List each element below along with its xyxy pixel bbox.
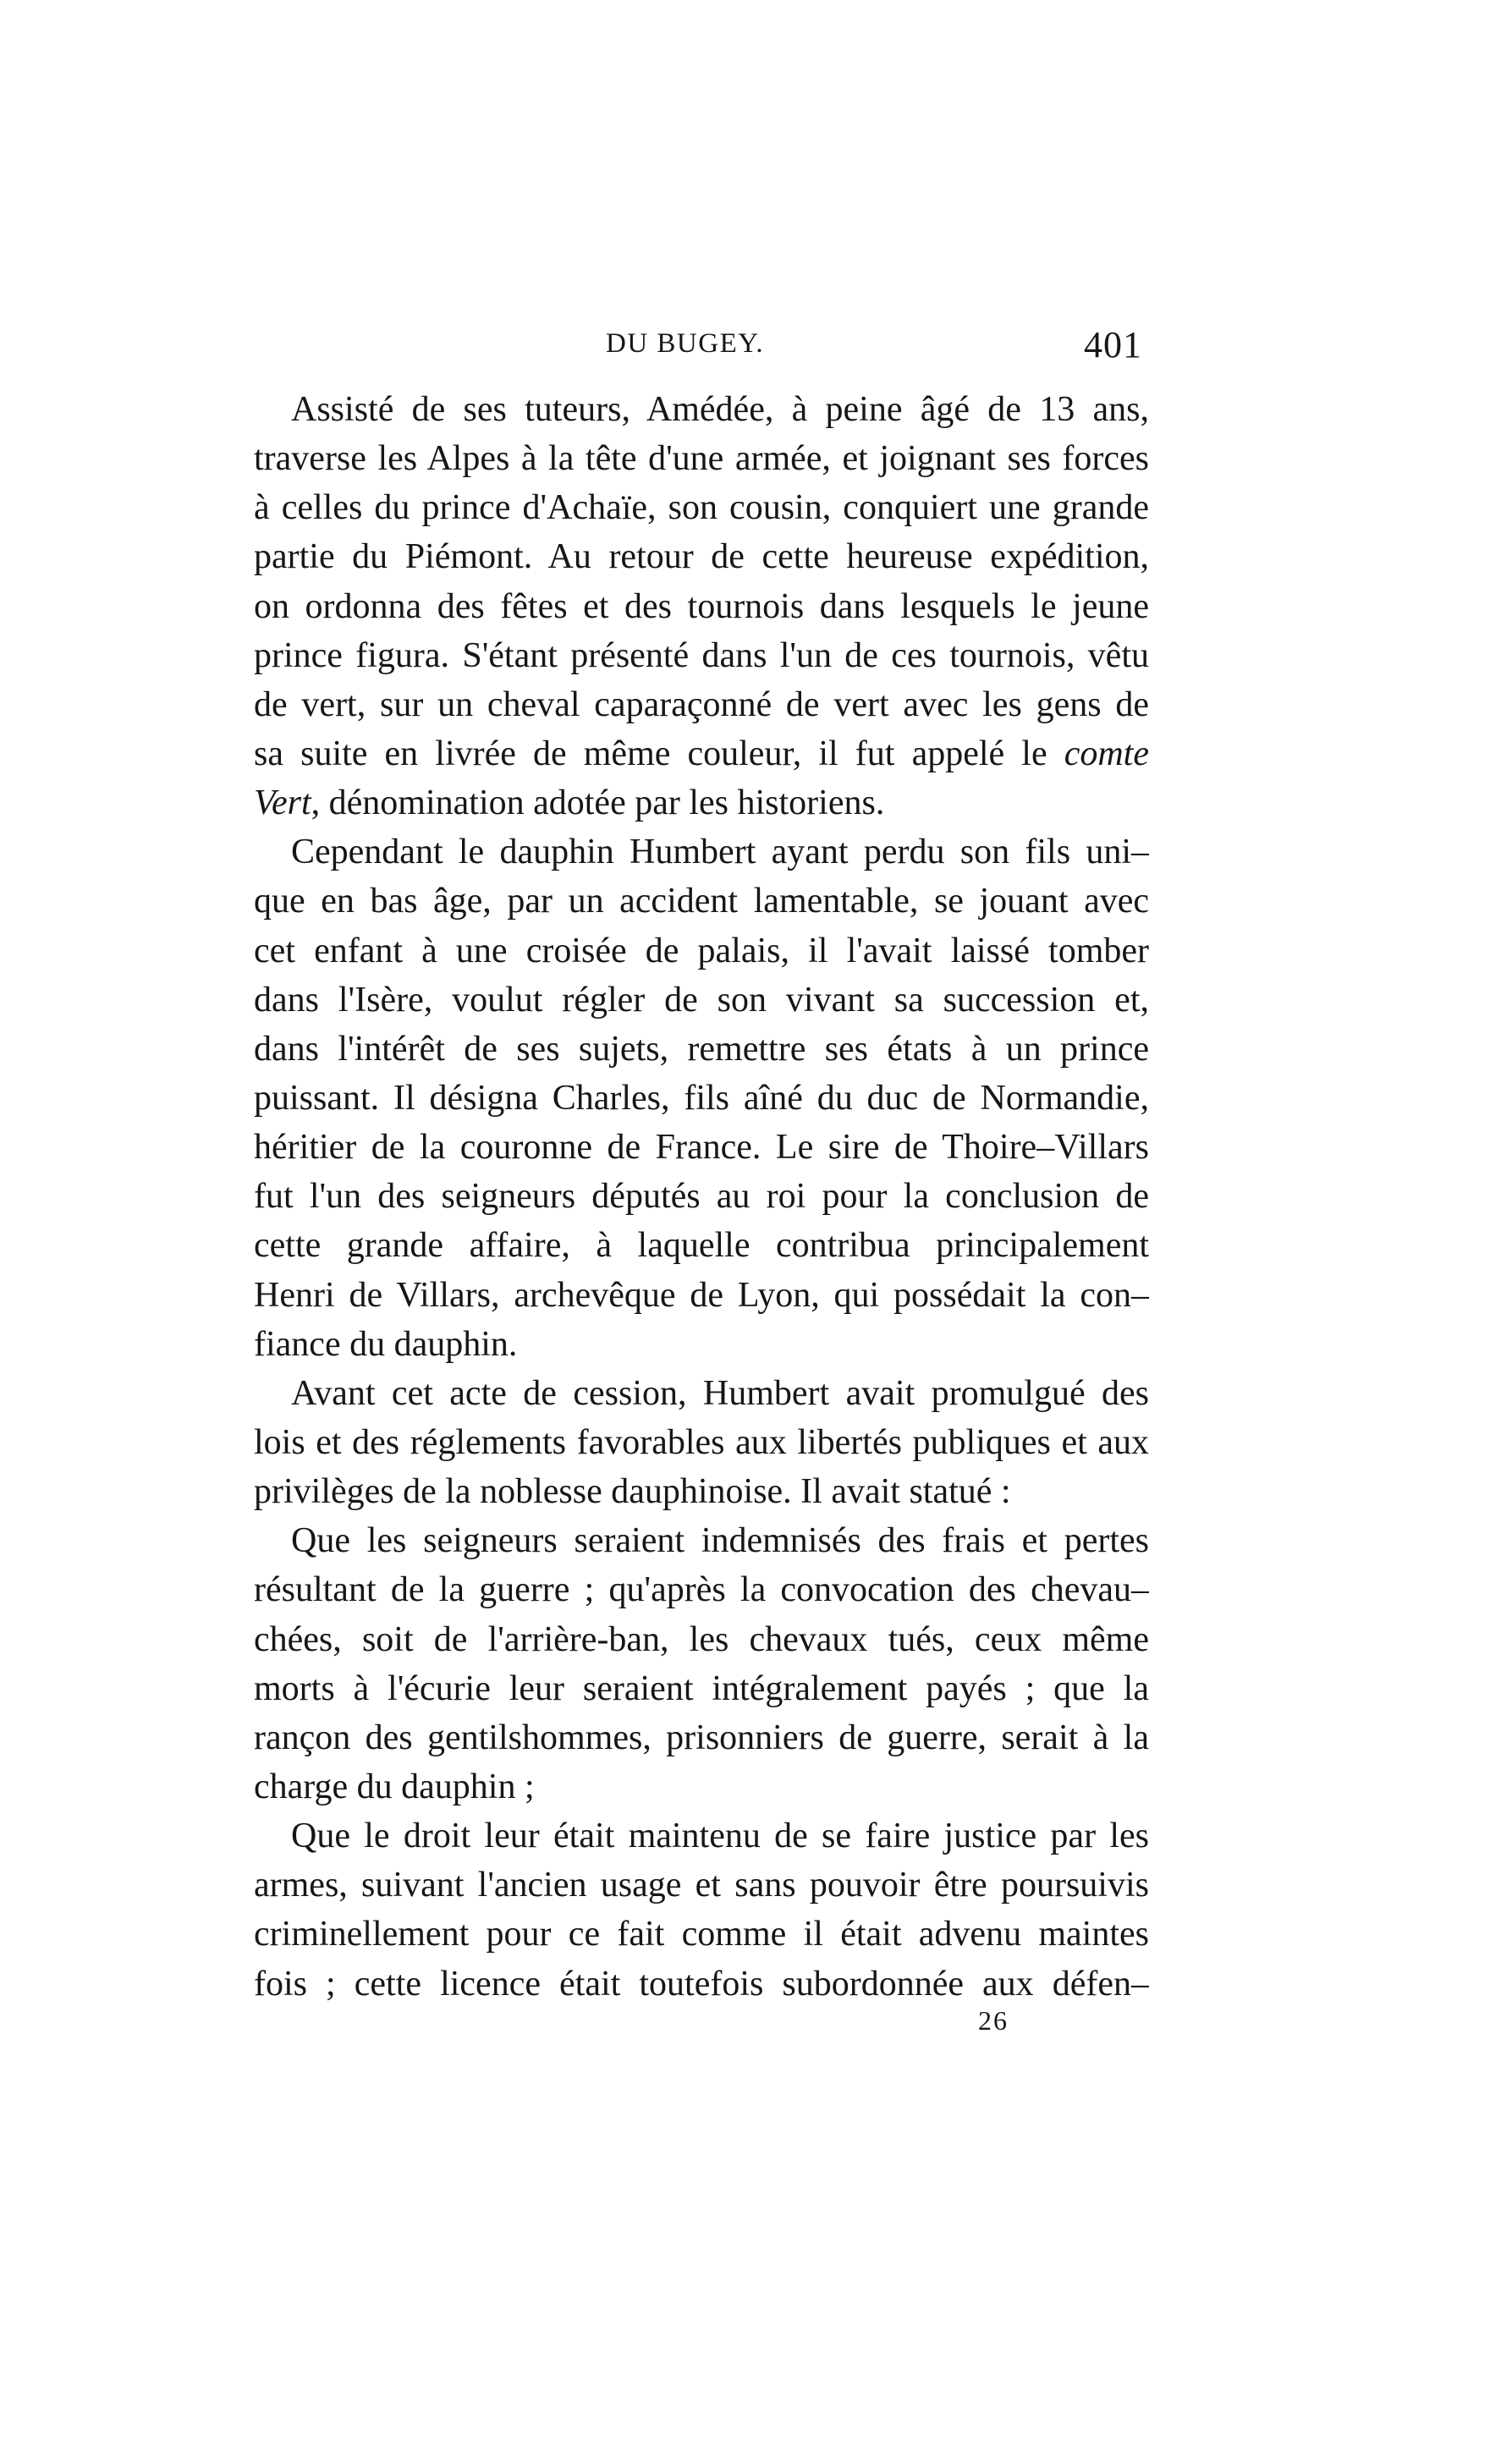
text-line: partie du Piémont. Au retour de cette heureuse expédition, <box>254 537 1149 577</box>
text-run: sa suite en livrée de même couleur, il fut appelé le <box>254 734 1064 773</box>
text-line: à celles du prince d'Achaïe, son cousin, conquiert une grande <box>254 488 1149 528</box>
text-line: chées, soit de l'arrière-ban, les chevaux tués, ceux même <box>254 1619 1149 1659</box>
text-line: Cependant le dauphin Humbert ayant perdu son fils uni– <box>291 833 1149 872</box>
text-line <box>254 778 1149 827</box>
paragraph <box>254 1811 1149 2009</box>
signature-mark: 26 <box>978 2005 1009 2036</box>
page-number: 401 <box>1084 324 1142 366</box>
text-run: , dénomination adotée par les historiens. <box>311 783 885 823</box>
text-line: Avant cet acte de cession, Humbert avait promulgué des <box>291 1373 1149 1413</box>
text-line: rançon des gentilshommes, prisonniers de guerre, serait à la <box>254 1718 1149 1757</box>
paragraph <box>254 827 1149 1369</box>
paragraph <box>254 385 1149 827</box>
text-line: dans l'intérêt de ses sujets, remettre ses états à un prince <box>254 1029 1149 1069</box>
text-line: morts à l'écurie leur seraient intégralement payés ; que la <box>254 1668 1149 1708</box>
text-line: dans l'Isère, voulut régler de son vivant sa succession et, <box>254 980 1149 1020</box>
text-line: puissant. Il désigna Charles, fils aîné du duc de Normandie, <box>254 1078 1149 1118</box>
text-line: de vert, sur un cheval caparaçonné de vert avec les gens de <box>254 684 1149 724</box>
text-line: prince figura. S'étant présenté dans l'un de ces tournois, vêtu <box>254 635 1149 675</box>
text-line: lois et des réglements favorables aux libertés publiques et aux <box>254 1422 1149 1462</box>
text-line: Assisté de ses tuteurs, Amédée, à peine âgé de 13 ans, <box>291 390 1149 429</box>
text-line: armes, suivant l'ancien usage et sans pouvoir être poursuivis <box>254 1866 1149 1905</box>
text-line: traverse les Alpes à la tête d'une armée, et joignant ses forces <box>254 439 1149 479</box>
text-line: charge du dauphin ; <box>254 1767 535 1806</box>
text-line: fois ; cette licence était toutefois subordonnée aux défen– <box>254 1964 1149 2004</box>
paragraph <box>254 1516 1149 1811</box>
text-line: privilèges de la noblesse dauphinoise. Il avait statué : <box>254 1472 1011 1512</box>
running-head: DU BUGEY. <box>606 328 765 359</box>
text-line <box>254 729 1149 778</box>
text-line: résultant de la guerre ; qu'après la convocation des chevau– <box>254 1570 1149 1610</box>
text-line: Henri de Villars, archevêque de Lyon, qui possédait la con– <box>254 1275 1149 1315</box>
text-line: criminellement pour ce fait comme il était advenu maintes <box>254 1915 1149 1954</box>
italic-term: Vert <box>254 783 311 823</box>
text-line: Que le droit leur était maintenu de se faire justice par les <box>291 1817 1149 1856</box>
body-text <box>254 385 1149 2009</box>
italic-term: comte <box>1064 734 1149 773</box>
page-header <box>254 323 1149 374</box>
text-line: que en bas âge, par un accident lamentable, se jouant avec <box>254 882 1149 921</box>
text-line: fiance du dauphin. <box>254 1324 518 1364</box>
text-line: cette grande affaire, à laquelle contribua principalement <box>254 1226 1149 1266</box>
text-line: on ordonna des fêtes et des tournois dans lesquels le jeune <box>254 586 1149 626</box>
text-line: héritier de la couronne de France. Le sire de Thoire–Villars <box>254 1128 1149 1168</box>
text-line: cet enfant à une croisée de palais, il l'avait laissé tomber <box>254 931 1149 970</box>
paragraph <box>254 1369 1149 1516</box>
text-line: fut l'un des seigneurs députés au roi pour la conclusion de <box>254 1177 1149 1217</box>
text-line: Que les seigneurs seraient indemnisés des frais et pertes <box>291 1521 1149 1561</box>
